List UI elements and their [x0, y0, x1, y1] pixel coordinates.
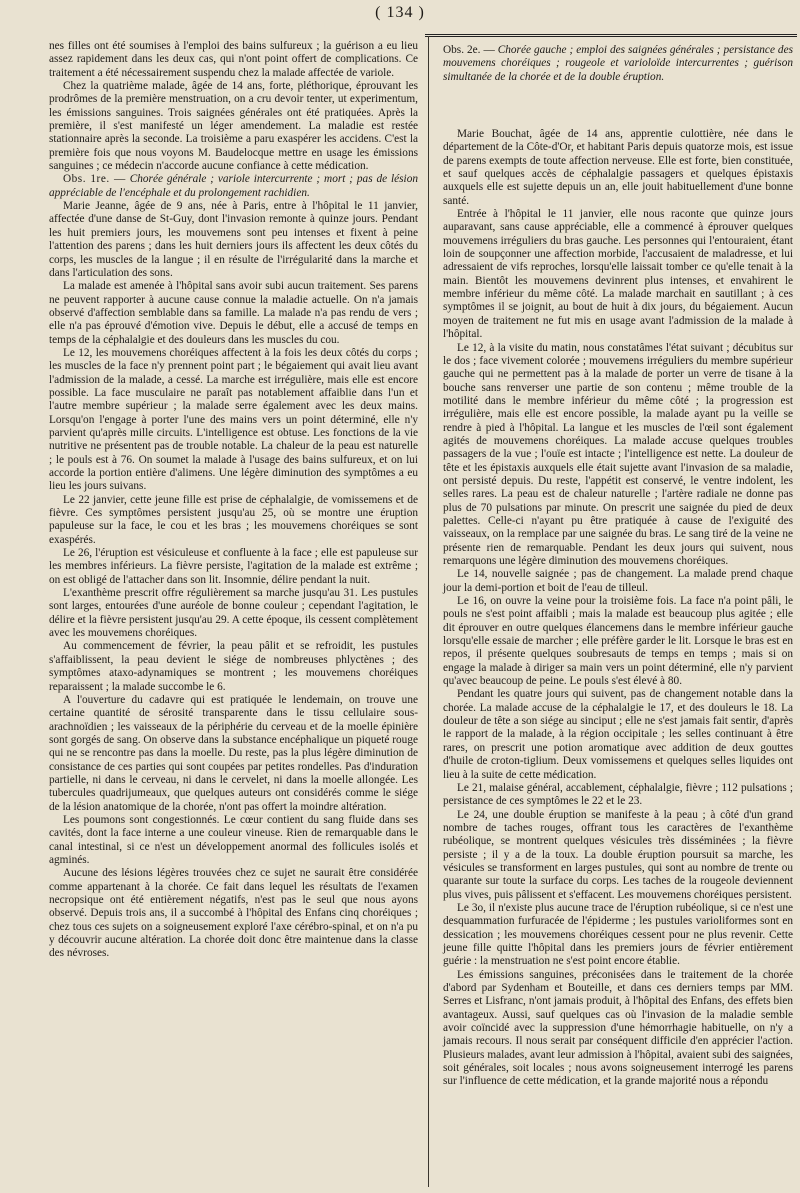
paragraph: Le 12, les mouvemens choréiques affectent à la fois les deux côtés du corps ; les muscles de la face n'y prennent point part ; le bégaiement qui avait lieu avant l'admission de la malade, a cessé. La marche est irrégulière, mais elle est encore possible. La face musculaire ne paraît pas notablement affaiblie dans l'un et l'autre membre supérieur ; la malade serre également avec les deux mains. Lorsqu'on l'engage à porter l'une des mains vers un point déterminé, elle n'y parvient qu'après mille circuits. L'intelligence est obtuse. Les fonctions de la vie nutritive ne présentent pas de trouble notable. La chaleur de la peau est naturelle ; le pouls est à 76. On soumet la malade à l'usage des bains sulfureux, et on lui accorde la portion entière d'alimens. Une légère diminution des symptômes a eu lieu les jours suivans. [49, 346, 418, 493]
paragraph: Chez la quatrième malade, âgée de 14 ans, forte, pléthorique, éprouvant les prodrômes de la première menstruation, on a cru devoir tenter, ut experimentum, les émissions sanguines. Trois saignées générales ont été pratiquées. Après la première, il s'est manifesté un léger amendement. La maladie est restée stationnaire après la seconde. La troisième a paru exaspérer les accidens. C'est la première fois que nous voyons M. Baudelocque mettre en usage les émissions sanguines ; ce médecin n'accorde aucune confiance à cette médication. [49, 80, 418, 173]
paragraph: Le 21, malaise général, accablement, céphalalgie, fièvre ; 112 pulsations ; persistance de ces symptômes le 22 et le 23. [443, 781, 793, 808]
paragraph: Le 22 janvier, cette jeune fille est prise de céphalalgie, de vomissemens et de fièvre. Ces symptômes persistent jusqu'au 25, où se montre une éruption papuleuse sur la face, le cou et les bras ; les mouvemens choréiques se sont exaspérés. [49, 493, 418, 546]
observation-description: Chorée générale ; variole intercurrente ; mort ; pas de lésion appréciable de l'encéphale et du prolongement rachidien. [49, 173, 418, 199]
observation-label: Obs. 1re. — [63, 173, 126, 186]
paragraph: La malade est amenée à l'hôpital sans avoir subi aucun traitement. Ses parens ne peuvent rapporter à aucune cause connue la maladie actuelle. On n'a jamais observé d'affection semblable dans sa famille. La malade n'a pas rendu de vers ; elle n'a pas éprouvé d'émotion vive. Depuis le début, elle a accusé de temps en temps de la céphalalgie et des douleurs dans les muscles du cou. [49, 280, 418, 346]
paragraph: Aucune des lésions légères trouvées chez ce sujet ne saurait être considérée comme appartenant à la chorée. Ce fait dans lequel les résultats de l'examen necropsique ont été entièrement négatifs, n'est pas le seul que nous ayons observé. Depuis trois ans, il a succombé à l'hôpital des Enfans cinq choréiques ; chez tous ces sujets on a soigneusement exploré l'axe cérébro-spinal, et on n'a pu y découvrir aucune altération. La chorée doit donc être maintenue dans la classe des névroses. [49, 867, 418, 960]
observation-heading [49, 173, 418, 200]
paragraph: Le 24, une double éruption se manifeste à la peau ; à côté d'un grand nombre de taches rouges, offrant tous les caractères de l'exanthème rubéolique, se montrent quelques vésicules très disséminées ; la fièvre persiste ; il y a de la toux. La double éruption poursuit sa marche, les vésicules se transforment en larges pustules, qui sont au nombre de trente ou quarante sur toute la surface du corps. Les taches de la rougeole deviennent plus vives, puis pâlissent et s'effacent. Les mouvemens choréiques persistent. [443, 808, 793, 901]
paragraph: Marie Bouchat, âgée de 14 ans, apprentie culottière, née dans le département de la Côte-d'Or, et habitant Paris depuis quatorze mois, est issue de parens exempts de toute affection nerveuse. Elle est forte, bien constituée, et sauf quelques accès de céphalalgie passagers et quelques épistaxis auxquels elle est sujette depuis un an, elle jouit habituellement d'une bonne santé. [443, 128, 793, 207]
observation-description: Chorée gauche ; emploi des saignées générales ; persistance des mouvemens choréiques ; rougeole et varioloïde intercurrentes ; guérison simultanée de la chorée et de la double éruption. [443, 44, 793, 83]
paragraph: nes filles ont été soumises à l'emploi des bains sulfureux ; la guérison a eu lieu assez rapidement dans les deux cas, qui n'ont point offert de complications. Ce traitement a été nécessairement suspendu chez la malade affectée de variole. [49, 40, 418, 79]
paragraph: Entrée à l'hôpital le 11 janvier, elle nous raconte que quinze jours auparavant, sans cause appréciable, elle a commencé à éprouver quelques mouvemens irréguliers du bras gauche. Les personnes qui l'entouraient, étant loin de soupçonner une affection morbide, l'accusaient de maladresse, et lui adressaient de vifs reproches, lorsqu'elle laissait tomber ce qu'elle tenait à la main. Bientôt les mouvemens devinrent plus intenses, et envahirent le membre inférieur du même côté. La malade marchait en sautillant ; à ces symptômes il se joignit, au bout de huit à dix jours, du bégaiement. Aucun moyen de traitement ne fut mis en usage avant l'admission de la malade à l'hôpital. [443, 208, 793, 341]
observation-heading-2 [443, 44, 793, 84]
right-column [443, 128, 793, 1089]
top-rule [425, 34, 797, 41]
paragraph: L'exanthème prescrit offre régulièrement sa marche jusqu'au 31. Les pustules sont larges, entourées d'une auréole de bonne couleur ; cependant l'agitation, le délire et la fièvre persistent jusqu'au 29. A cette époque, ils cessent complètement avec les mouvemens choréiques. [49, 587, 418, 640]
paragraph: Le 26, l'éruption est vésiculeuse et confluente à la face ; elle est papuleuse sur les membres inférieurs. La fièvre persiste, l'agitation de la malade est extrême ; on est obligé de l'attacher dans son lit. Insomnie, délire pendant la nuit. [49, 547, 418, 586]
observation-label: Obs. 2e. — [443, 44, 495, 56]
paragraph: Le 16, on ouvre la veine pour la troisième fois. La face n'a point pâli, le pouls ne s'est point affaibli ; mais la malade est beaucoup plus agitée ; elle dit éprouver en outre quelques élancemens dans le membre inférieur gauche lorsqu'elle essaie de marcher ; elle préfère garder le lit. Lorsque le bras est en repos, il présente quelques soubresauts de temps en temps ; mais si on engage la malade à diriger sa main vers un point déterminé, elle n'y parvient qu'avec beaucoup de peine. Le pouls s'est élevé à 80. [443, 595, 793, 688]
paragraph: Les émissions sanguines, préconisées dans le traitement de la chorée d'abord par Sydenham et Bouteille, et dans ces derniers temps par MM. Serres et Lisfranc, n'ont jamais produit, à l'hôpital des Enfans, des effets bien avantageux. Aussi, sauf quelques cas où l'invasion de la maladie semble avoir coïncidé avec la suppression d'une hémorrhagie habituelle, on n'y a jamais recours. Il nous serait par conséquent difficile d'en apprécier l'action. Plusieurs malades, avant leur admission à l'hôpital, avaient subi des saignées, soit générales, soit locales ; nous avons soigneusement interrogé les parens sur l'influence de cette médication, et la grande majorité nous a répondu [443, 968, 793, 1088]
paragraph: Marie Jeanne, âgée de 9 ans, née à Paris, entre à l'hôpital le 11 janvier, affectée d'une danse de St-Guy, dont l'invasion remonte à quinze jours. Pendant les huit premiers jours, les mouvemens sont peu intenses et fixent à peine l'attention des parens ; dans les huit derniers jours ils affectent les deux côtés du corps, les muscles de la langue ; il en résulte de l'irrégularité dans la marche et dans l'articulation des sons. [49, 200, 418, 279]
paragraph: Pendant les quatre jours qui suivent, pas de changement notable dans la chorée. La malade accuse de la céphalalgie le 17, et des douleurs le 18. La douleur de tête a son siége au sinciput ; elle ne s'est jamais fait sentir, d'après le rapport de la malade, à la région occipitale ; les selles continuant à être rares, on prescrit une potion aromatique avec addition de deux gouttes d'huile de croton-tiglium. Deux vomissemens et quelques selles liquides ont lieu à la suite de cette médication. [443, 688, 793, 781]
paragraph: Les poumons sont congestionnés. Le cœur contient du sang fluide dans ses cavités, dont la face interne a une couleur vineuse. Rien de remarquable dans le canal intestinal, si ce n'est un développement anormal des follicules isolés et agminés. [49, 813, 418, 866]
paragraph: Le 3o, il n'existe plus aucune trace de l'éruption rubéolique, si ce n'est une desquammation furfuracée de l'épiderme ; les pustules varioliformes sont en dessication ; les mouvemens choréiques cessent pour ne plus revenir. Cette jeune fille quitte l'hôpital dans les premiers jours de février entièrement guérie : la menstruation ne s'est point encore établie. [443, 901, 793, 968]
left-column [49, 40, 418, 961]
paragraph: Le 12, à la visite du matin, nous constatâmes l'état suivant ; décubitus sur le dos ; face vivement colorée ; mouvemens irréguliers du membre supérieur gauche qui ne permettent pas à la malade de porter un verre de tisane à la bouche sans renverser une partie de son contenu ; même trouble de la motilité dans le membre inférieur du même côté ; la progression est irrégulière, mais elle est encore possible, la malade ayant pu la veille se rendre à pied à l'hôpital. La langue et les muscles de l'œil sont également agités de mouvemens choréiques. La malade accuse quelques troubles passagers de la vue ; l'ouïe est intacte ; l'intelligence est nette. La douleur de tête et les épistaxis auxquels elle était sujette avant l'invasion de sa maladie, ont persisté depuis. Du reste, l'appétit est conservé, le ventre indolent, les selles rares. La peau est de chaleur naturelle ; l'artère radiale ne donne pas plus de 70 pulsations par minute. On prescrit une saignée du pied de deux palettes. Celle-ci n'ayant pu être pratiquée à cause de l'exiguité des vaisseaux, on la remplace par une saignée du bras. Le sang tiré de la veine ne présente rien de remarquable. Pendant les deux jours qui suivent, nous remarquons une légère diminution des mouvemens choréiques. [443, 341, 793, 567]
paragraph: A l'ouverture du cadavre qui est pratiquée le lendemain, on trouve une certaine quantité de sérosité transparente dans le tissu cellulaire sous-arachnoïdien ; les vaisseaux de la périphérie du cerveau et de la moelle épinière sont gorgés de sang. On observe dans la substance encéphalique un piqueté rouge qui ne se rencontre pas dans la moelle. Du reste, pas la plus légère diminution de consistance de ces parties qui sont coupées par petites rondelles. Pas d'induration partielle, ni dans le cerveau, ni dans le cervelet, ni dans la moelle allongée. Les tubercules quadrijumeaux, que quelques auteurs ont considérés comme le siége de la lésion anatomique de la chorée, n'ont pas offert la moindre altération. [49, 693, 418, 813]
column-divider [428, 36, 429, 1187]
paragraph: Au commencement de février, la peau pâlit et se refroidit, les pustules s'affaiblissent, la peau devient le siége de nombreuses phlyctènes ; des symptômes ataxo-adynamiques se montrent ; les mouvemens choréiques reparaissent ; la malade succombe le 6. [49, 640, 418, 693]
page-number: ( 134 ) [375, 4, 425, 21]
paragraph: Le 14, nouvelle saignée ; pas de changement. La malade prend chaque jour la demi-portion et boit de l'eau de tilleul. [443, 568, 793, 594]
